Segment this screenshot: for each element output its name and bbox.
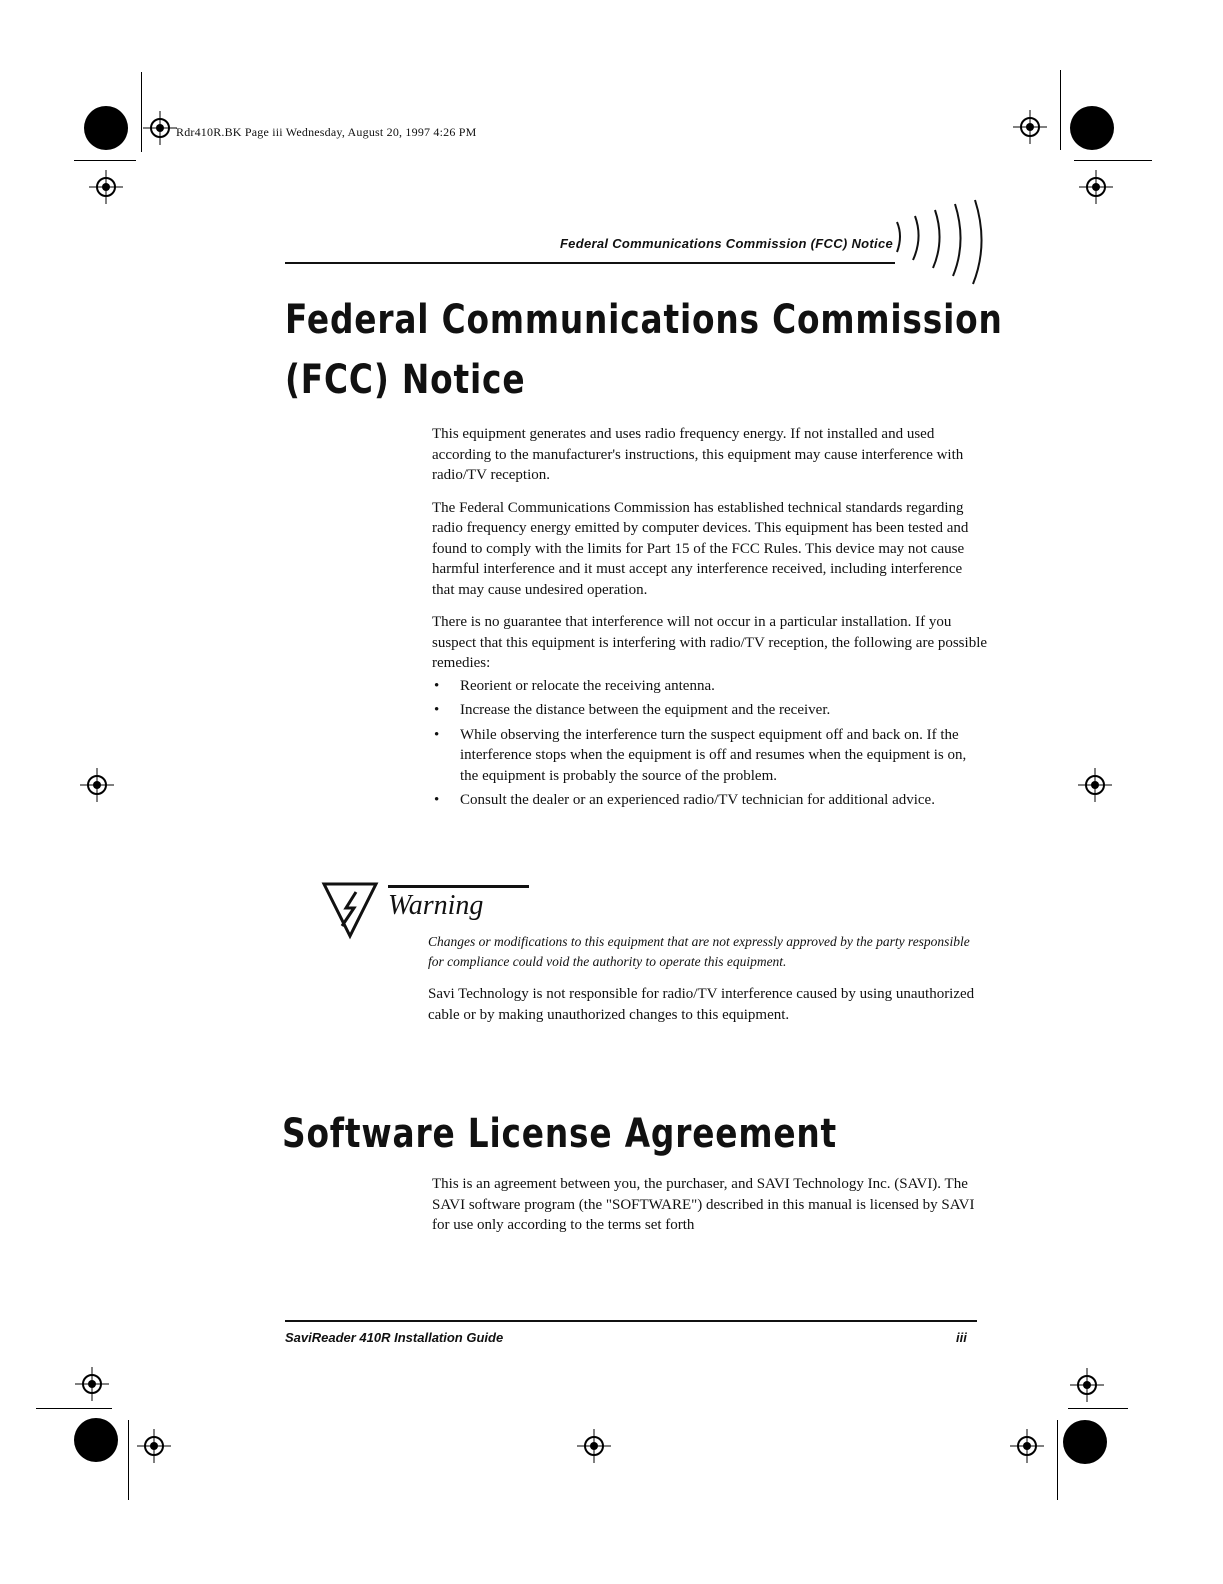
list-item: • While observing the interference turn the suspect equipment off and back on. If the interference stops when the equipment is off and resumes when the equipment is on, the equipment is probably the source of the problem.	[432, 725, 987, 787]
registration-dot-top-left	[84, 106, 128, 150]
crosshair-icon	[1079, 170, 1113, 204]
list-item: • Increase the distance between the equipment and the receiver.	[432, 700, 987, 721]
warning-rule	[388, 885, 529, 888]
warning-title: Warning	[388, 890, 484, 921]
registration-dot-top-right	[1070, 106, 1114, 150]
list-item: • Consult the dealer or an experienced radio/TV technician for additional advice.	[432, 790, 987, 811]
fcc-paragraph-2: The Federal Communications Commission has established technical standards regarding radio frequency energy emitted by computer devices. This equipment has been tested and found to comply with the limits for Part 15 of the FCC Rules. This device may not cause harmful interference and it must accept any interference received, including interference that may cause undesired operation.	[432, 499, 969, 598]
crosshair-icon	[137, 1429, 171, 1463]
crop-line	[1057, 1420, 1058, 1500]
license-body	[432, 1174, 982, 1248]
warning-italic-text: Changes or modifications to this equipment that are not expressly approved by the party responsible for compliance could void the authority to operate this equipment.	[428, 934, 970, 969]
fcc-title-line1: Federal Communications Commission	[285, 297, 1003, 343]
footer-rule	[285, 1320, 977, 1322]
crosshair-icon	[75, 1367, 109, 1401]
crop-line	[128, 1420, 129, 1500]
warning-lightning-icon	[320, 880, 380, 940]
crop-line	[1068, 1408, 1128, 1409]
license-paragraph-1: This is an agreement between you, the purchaser, and SAVI Technology Inc. (SAVI). The SAVI software program (the "SOFTWARE") described in this manual is licensed by SAVI for use only according to the terms set forth	[432, 1176, 975, 1233]
fcc-paragraph-1: This equipment generates and uses radio frequency energy. If not installed and used according to the manufacturer's instructions, this equipment may cause interference with radio/TV reception.	[432, 426, 964, 483]
print-slug: Rdr410R.BK Page iii Wednesday, August 20, 1997 4:26 PM	[176, 125, 477, 139]
crosshair-icon	[577, 1429, 611, 1463]
header-rule	[285, 262, 895, 264]
fcc-body	[432, 424, 987, 815]
list-item: • Reorient or relocate the receiving antenna.	[432, 676, 987, 697]
registration-dot-bottom-right	[1063, 1420, 1107, 1464]
crosshair-icon	[1010, 1429, 1044, 1463]
fcc-title-line2: (FCC) Notice	[285, 357, 526, 403]
fcc-paragraph-3: There is no guarantee that interference will not occur in a particular installation. If you suspect that this equipment is interfering with radio/TV reception, the following are possible remedies:	[432, 614, 988, 671]
warning-text: Savi Technology is not responsible for radio/TV interference caused by using unauthorized cable or by making unauthorized changes to this equipment.	[428, 986, 975, 1023]
crop-line	[36, 1408, 112, 1409]
license-title: Software License Agreement	[282, 1111, 838, 1157]
remedies-list	[432, 676, 987, 811]
crosshair-icon	[1078, 768, 1112, 802]
registration-dot-bottom-left	[74, 1418, 118, 1462]
crosshair-icon	[89, 170, 123, 204]
running-head: Federal Communications Commission (FCC) Notice	[559, 236, 893, 251]
crop-line	[141, 72, 142, 152]
footer-title: SaviReader 410R Installation Guide	[285, 1330, 504, 1345]
crosshair-icon	[1013, 110, 1047, 144]
warning-body	[428, 932, 988, 1037]
crosshair-icon	[1070, 1368, 1104, 1402]
crop-line	[74, 160, 136, 161]
crop-line	[1060, 70, 1061, 150]
crosshair-icon	[80, 768, 114, 802]
tab-arcs-decoration	[895, 198, 995, 288]
page-number: iii	[956, 1330, 967, 1345]
crop-line	[1074, 160, 1152, 161]
crosshair-icon	[143, 111, 177, 145]
